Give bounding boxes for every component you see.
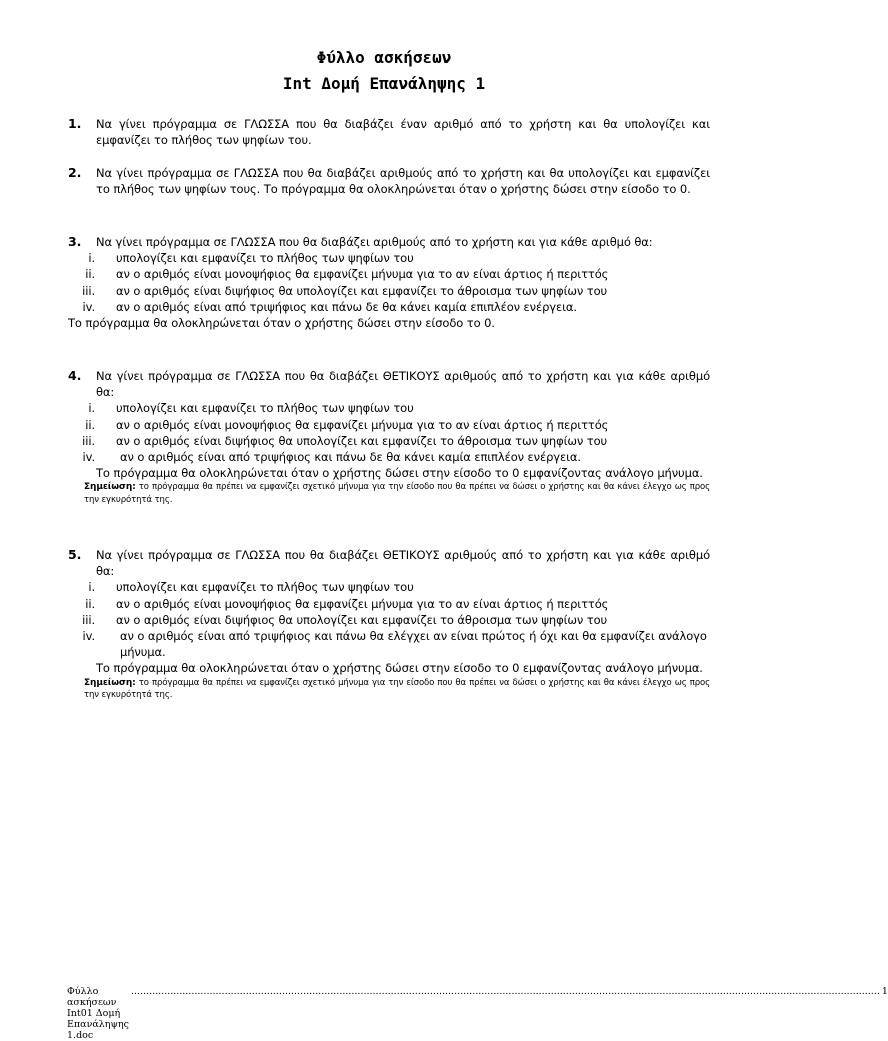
footer-leader-dots: ........................................................................................................................................................................................................................................................ — [130, 986, 880, 997]
note-text: το πρόγραμμα θα πρέπει να εμφανίζει σχετικό μήνυμα για την είσοδο που θα πρέπει να δώσει ο χρήστης και θα κάνει έλεγχο ως προς την εγκυρότητά της. — [84, 482, 710, 505]
exercise-number: 1. — [68, 116, 82, 131]
page-title: Φύλλο ασκήσεων — [316, 48, 452, 67]
roman-numeral: iv. — [82, 629, 95, 644]
list-item — [68, 283, 710, 299]
exercise-3 — [68, 234, 710, 331]
list-item-text: αν ο αριθμός είναι μονοψήφιος θα εμφανίζει μήνυμα για το αν είναι άρτιος ή περιττός — [116, 417, 609, 432]
exercise-text: Να γίνει πρόγραμμα σε ΓΛΩΣΣΑ που θα διαβάζει αριθμούς από το χρήστη και για κάθε αριθμό θα: — [96, 235, 653, 249]
exercise-text: Να γίνει πρόγραμμα σε ΓΛΩΣΣΑ που θα διαβάζει ΘΕΤΙΚΟΥΣ αριθμούς από το χρήστη και για κάθε αριθμό θα: — [96, 369, 710, 400]
exercise-text: Να γίνει πρόγραμμα σε ΓΛΩΣΣΑ που θα διαβάζει ΘΕΤΙΚΟΥΣ αριθμούς από το χρήστη και για κάθε αριθμό θα: — [96, 548, 710, 579]
list-item — [68, 299, 710, 315]
exercise-number: 2. — [68, 165, 82, 180]
list-item — [68, 400, 710, 416]
exercise-5 — [68, 547, 710, 702]
list-item — [68, 628, 710, 660]
list-item — [68, 250, 710, 266]
roman-numeral: iii. — [82, 283, 95, 298]
roman-numeral: ii. — [85, 417, 95, 432]
list-item-text: αν ο αριθμός είναι μονοψήφιος θα εμφανίζει μήνυμα για το αν είναι άρτιος ή περιττός — [116, 596, 609, 611]
list-item-text: αν ο αριθμός είναι διψήφιος θα υπολογίζει και εμφανίζει το άθροισμα των ψηφίων του — [116, 433, 608, 448]
list-item — [68, 266, 710, 282]
list-item-text: αν ο αριθμός είναι από τριψήφιος και πάνω θα ελέγχει αν είναι πρώτος ή όχι και θα εμφανίζει ανάλογο μήνυμα. — [120, 629, 707, 660]
list-item-text: υπολογίζει και εμφανίζει το πλήθος των ψηφίων του — [116, 580, 414, 595]
list-item — [68, 612, 710, 628]
footer-page-number: 1 — [881, 986, 888, 997]
list-item — [68, 433, 710, 449]
roman-numeral: iv. — [82, 299, 95, 314]
roman-numeral: iii. — [82, 612, 95, 627]
exercise-number: 5. — [68, 547, 82, 562]
exercise-number: 3. — [68, 234, 82, 249]
list-item-text: αν ο αριθμός είναι διψήφιος θα υπολογίζει και εμφανίζει το άθροισμα των ψηφίων του — [116, 283, 608, 298]
roman-numeral: iv. — [82, 450, 95, 465]
roman-numeral: i. — [88, 401, 95, 416]
exercise-note — [84, 481, 710, 506]
note-label: Σημείωση: — [84, 482, 136, 493]
exercise-closing-text: Το πρόγραμμα θα ολοκληρώνεται όταν ο χρήστης δώσει στην είσοδο το 0 εμφανίζοντας ανάλογο μήνυμα. — [96, 466, 703, 481]
exercise-2 — [68, 165, 710, 197]
footer-filename: Φύλλο ασκήσεων Int01 Δομή Επανάληψης 1.doc — [67, 986, 129, 1041]
list-item — [68, 417, 710, 433]
note-label: Σημείωση: — [84, 677, 136, 688]
page-footer — [67, 986, 888, 1041]
exercise-note — [84, 677, 710, 702]
list-item-text: αν ο αριθμός είναι μονοψήφιος θα εμφανίζει μήνυμα για το αν είναι άρτιος ή περιττός — [116, 267, 609, 282]
list-item-text: αν ο αριθμός είναι από τριψήφιος και πάνω δε θα κάνει καμία επιπλέον ενέργεια. — [116, 299, 577, 314]
exercise-closing-text: Το πρόγραμμα θα ολοκληρώνεται όταν ο χρήστης δώσει στην είσοδο το 0. — [68, 316, 495, 331]
exercise-closing-text: Το πρόγραμμα θα ολοκληρώνεται όταν ο χρήστης δώσει στην είσοδο το 0 εμφανίζοντας ανάλογο μήνυμα. — [96, 661, 703, 676]
roman-numeral: ii. — [85, 596, 95, 611]
exercise-text: Να γίνει πρόγραμμα σε ΓΛΩΣΣΑ που θα διαβάζει έναν αριθμό από το χρήστη και θα υπολογίζει και εμφανίζει το πλήθος των ψηφίων του. — [96, 117, 710, 148]
roman-numeral: ii. — [85, 267, 95, 282]
note-text: το πρόγραμμα θα πρέπει να εμφανίζει σχετικό μήνυμα για την είσοδο που θα πρέπει να δώσει ο χρήστης και θα κάνει έλεγχο ως προς την εγκυρότητά της. — [84, 677, 710, 701]
list-item-text: υπολογίζει και εμφανίζει το πλήθος των ψηφίων του — [116, 401, 414, 416]
list-item-text: αν ο αριθμός είναι από τριψήφιος και πάνω δε θα κάνει καμία επιπλέον ενέργεια. — [120, 450, 581, 465]
roman-numeral: iii. — [82, 433, 95, 448]
exercise-1 — [68, 116, 710, 148]
list-item-text: υπολογίζει και εμφανίζει το πλήθος των ψηφίων του — [116, 251, 414, 266]
exercise-text: Να γίνει πρόγραμμα σε ΓΛΩΣΣΑ που θα διαβάζει αριθμούς από το χρήστη και θα υπολογίζει και εμφανίζει το πλήθος των ψηφίων τους. Το πρόγραμμα θα ολοκληρώνεται όταν ο χρήστης δώσει στην είσοδο το 0. — [96, 166, 710, 197]
list-item — [68, 596, 710, 612]
exercise-number: 4. — [68, 368, 82, 383]
list-item-text: αν ο αριθμός είναι διψήφιος θα υπολογίζει και εμφανίζει το άθροισμα των ψηφίων του — [116, 612, 608, 627]
roman-numeral: i. — [88, 251, 95, 266]
roman-numeral: i. — [88, 580, 95, 595]
exercise-4 — [68, 368, 710, 506]
list-item — [68, 449, 710, 465]
list-item — [68, 579, 710, 595]
page-subtitle: Int Δομή Επανάληψης 1 — [282, 74, 486, 93]
